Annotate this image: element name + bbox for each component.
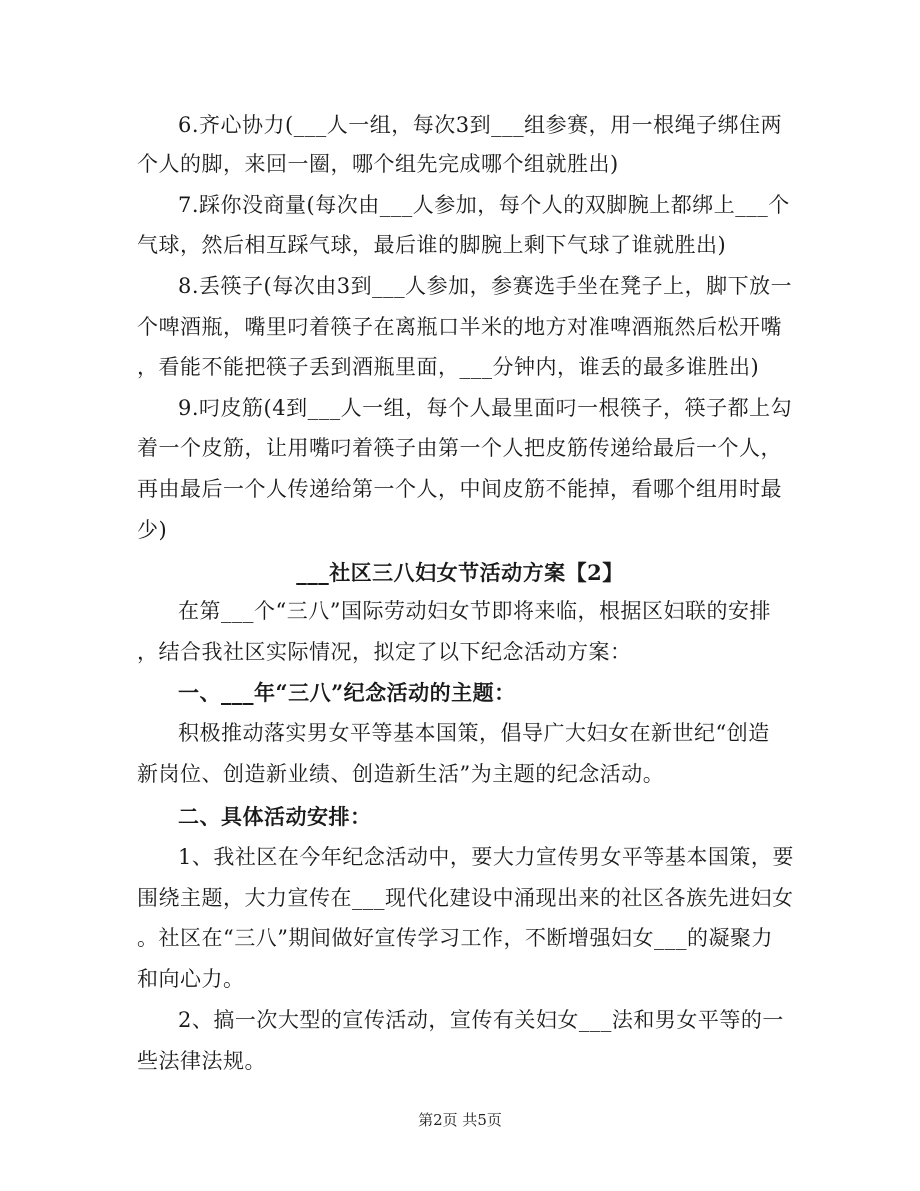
paragraph-line: 7.踩你没商量(每次由___人参加，每个人的双脚腕上都绑上___个 bbox=[178, 193, 790, 217]
paragraph-line: 在第___个“三八”国际劳动妇女节即将来临，根据区妇联的安排 bbox=[178, 599, 771, 623]
subheading: 一、___年“三八”纪念活动的主题： bbox=[178, 680, 516, 705]
paragraph-line: 着一个皮筋，让用嘴叼着筷子由第一个人把皮筋传递给最后一个人， bbox=[137, 436, 782, 460]
paragraph-line: 1、我社区在今年纪念活动中，要大力宣传男女平等基本国策，要 bbox=[178, 845, 794, 869]
paragraph-line: 新岗位、创造新业绩、创造新生活”为主题的纪念活动。 bbox=[137, 762, 665, 786]
paragraph-line: 气球，然后相互踩气球，最后谁的脚腕上剩下气球了谁就胜出) bbox=[137, 233, 727, 257]
paragraph-line: 些法律法规。 bbox=[137, 1049, 266, 1073]
page-footer: 第2页 共5页 bbox=[418, 1111, 502, 1129]
subheading: 二、具体活动安排： bbox=[178, 804, 372, 829]
paragraph-line: 围绕主题，大力宣传在___现代化建设中涌现出来的社区各族先进妇女 bbox=[137, 886, 794, 910]
paragraph-line: 。社区在“三八”期间做好宣传学习工作，不断增强妇女___的凝聚力 bbox=[137, 926, 773, 950]
paragraph-line: 6.齐心协力(___人一组，每次3到___组参赛，用一根绳子绑住两 bbox=[178, 113, 783, 137]
paragraph-line: 9.叼皮筋(4到___人一组，每个人最里面叼一根筷子，筷子都上勾 bbox=[178, 396, 793, 420]
paragraph-line: 8.丢筷子(每次由3到___人参加，参赛选手坐在凳子上，脚下放一 bbox=[178, 274, 793, 298]
paragraph-line: 积极推动落实男女平等基本国策，倡导广大妇女在新世纪“创造 bbox=[178, 721, 770, 745]
paragraph-line: 个啤酒瓶，嘴里叼着筷子在离瓶口半米的地方对准啤酒瓶然后松开嘴 bbox=[137, 315, 782, 339]
paragraph-line: 个人的脚，来回一圈，哪个组先完成哪个组就胜出) bbox=[137, 152, 619, 176]
paragraph-line: ，结合我社区实际情况，拟定了以下纪念活动方案： bbox=[137, 640, 632, 664]
paragraph-line: 少) bbox=[137, 518, 168, 542]
paragraph-line: 再由最后一个人传递给第一个人，中间皮筋不能掉，看哪个组用时最 bbox=[137, 477, 782, 501]
section-heading: ___社区三八妇女节活动方案【2】 bbox=[296, 560, 624, 585]
paragraph-line: 和向心力。 bbox=[137, 967, 245, 991]
paragraph-line: 2、搞一次大型的宣传活动，宣传有关妇女___法和男女平等的一 bbox=[178, 1008, 784, 1032]
paragraph-line: ，看能不能把筷子丢到酒瓶里面，___分钟内，谁丢的最多谁胜出) bbox=[137, 355, 760, 379]
